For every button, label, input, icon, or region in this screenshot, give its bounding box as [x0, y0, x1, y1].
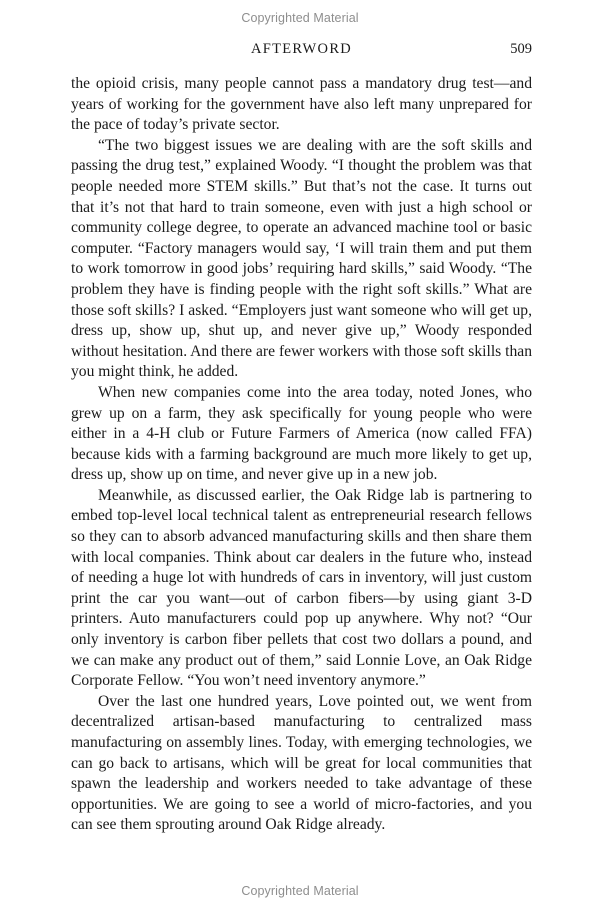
paragraph: Over the last one hundred years, Love pointed out, we went from decentralized artisan-based manufacturing to centralized mass manufacturing on assembly lines. Today, with emerging technologies, we can go back to artisans, which will be great for local communities that spawn the leadership and workers needed to take advantage of these opportunities. We are going to see a world of micro-factories, and you can see them sprouting around Oak Ridge already. — [71, 692, 532, 834]
paragraph: the opioid crisis, many people cannot pass a mandatory drug test—and years of working for the government have also left many unprepared for the pace of today’s private sector. — [71, 75, 532, 134]
copyright-watermark-bottom: Copyrighted Material — [241, 884, 359, 898]
copyright-watermark-top: Copyrighted Material — [241, 11, 359, 25]
paragraph: Meanwhile, as discussed earlier, the Oak Ridge lab is partnering to embed top-level local technical talent as entrepreneurial research fellows so they can to absorb advanced manufacturing skills and then share them with local companies. Think about car dealers in the future who, instead of needing a huge lot with hundreds of cars in inventory, will just custom print the car you want—out of carbon fibers—by using giant 3-D printers. Auto manufacturers could pop up anywhere. Why not? “Our only inventory is carbon fiber pellets that cost two dollars a pound, and we can make any product out of them,” said Lonnie Love, an Oak Ridge Corporate Fellow. “You won’t need inventory anymore.” — [71, 486, 532, 690]
chapter-title: AFTERWORD — [250, 41, 353, 57]
body-text — [71, 74, 532, 836]
running-head — [71, 41, 532, 61]
page-number: 509 — [510, 41, 532, 57]
paragraph: When new companies come into the area today, noted Jones, who grew up on a farm, they ask specifically for young people who were either in a 4-H club or Future Farmers of America (now called FFA) because kids with a farming background are much more likely to get up, dress up, show up on time, and never give up in a new job. — [71, 383, 532, 484]
paragraph: “The two biggest issues we are dealing with are the soft skills and passing the drug test,” explained Woody. “I thought the problem was that people needed more STEM skills.” But that’s not the case. It turns out that it’s not that hard to train someone, even with just a high school or community college degree, to operate an advanced machine tool or basic computer. “Factory managers would say, ‘I will train them and put them to work tomorrow in good jobs’ requiring hard skills,” said Woody. “The problem they have is finding people with the right soft skills.” What are those soft skills? I asked. “Employers just want someone who will get up, dress up, show up, shut up, and never give up,” Woody responded without hesitation. And there are fewer workers with those soft skills than you might think, he added. — [71, 136, 532, 381]
